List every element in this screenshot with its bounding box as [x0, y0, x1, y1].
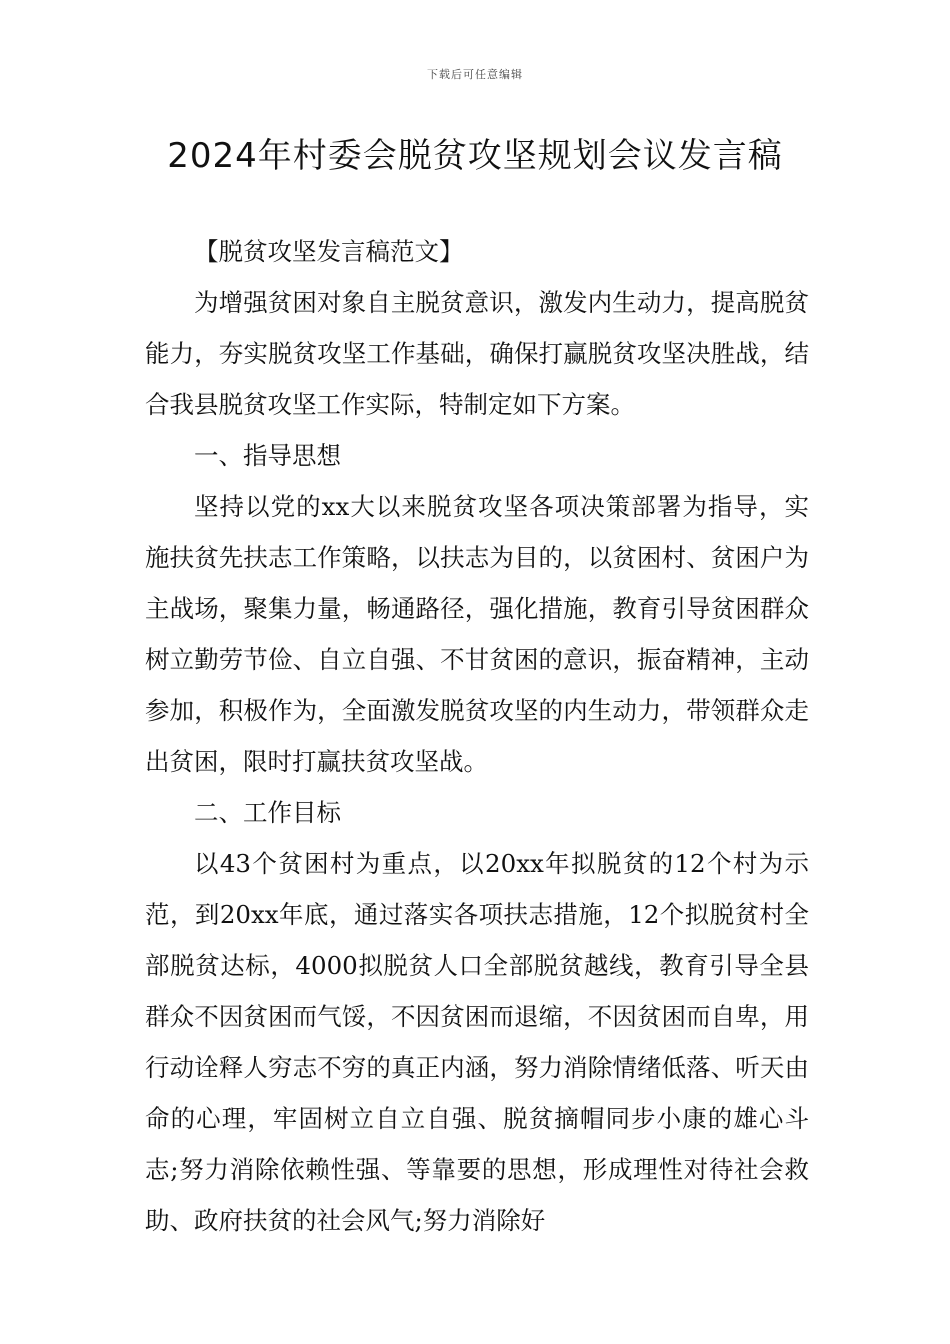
- heading-work-goals: 二、工作目标: [194, 798, 341, 827]
- heading-guiding-ideology: 一、指导思想: [194, 441, 341, 470]
- document-body: [145, 226, 809, 1246]
- paragraph-intro: 为增强贫困对象自主脱贫意识，激发内生动力，提高脱贫能力，夯实脱贫攻坚工作基础，确保打赢脱贫攻坚决胜战，结合我县脱贫攻坚工作实际，特制定如下方案。: [145, 288, 809, 419]
- paragraph-section-tag: 【脱贫攻坚发言稿范文】: [194, 237, 464, 266]
- header-note: 下载后可任意编辑: [427, 68, 523, 81]
- document-title: 2024年村委会脱贫攻坚规划会议发言稿: [167, 136, 783, 176]
- paragraph-guiding-ideology: 坚持以党的xx大以来脱贫攻坚各项决策部署为指导，实施扶贫先扶志工作策略，以扶志为目的，以贫困村、贫困户为主战场，聚集力量，畅通路径，强化措施，教育引导贫困群众树立勤劳节俭、自立自强、不甘贫困的意识，振奋精神，主动参加，积极作为，全面激发脱贫攻坚的内生动力，带领群众走出贫困，限时打赢扶贫攻坚战。: [145, 492, 809, 776]
- paragraph-work-goals: 以43个贫困村为重点，以20xx年拟脱贫的12个村为示范，到20xx年底，通过落实各项扶志措施，12个拟脱贫村全部脱贫达标，4000拟脱贫人口全部脱贫越线，教育引导全县群众不因贫困而气馁，不因贫困而退缩，不因贫困而自卑，用行动诠释人穷志不穷的真正内涵，努力消除情绪低落、听天由命的心理，牢固树立自立自强、脱贫摘帽同步小康的雄心斗志;努力消除依赖性强、等靠要的思想，形成理性对待社会救助、政府扶贫的社会风气;努力消除好: [145, 849, 809, 1235]
